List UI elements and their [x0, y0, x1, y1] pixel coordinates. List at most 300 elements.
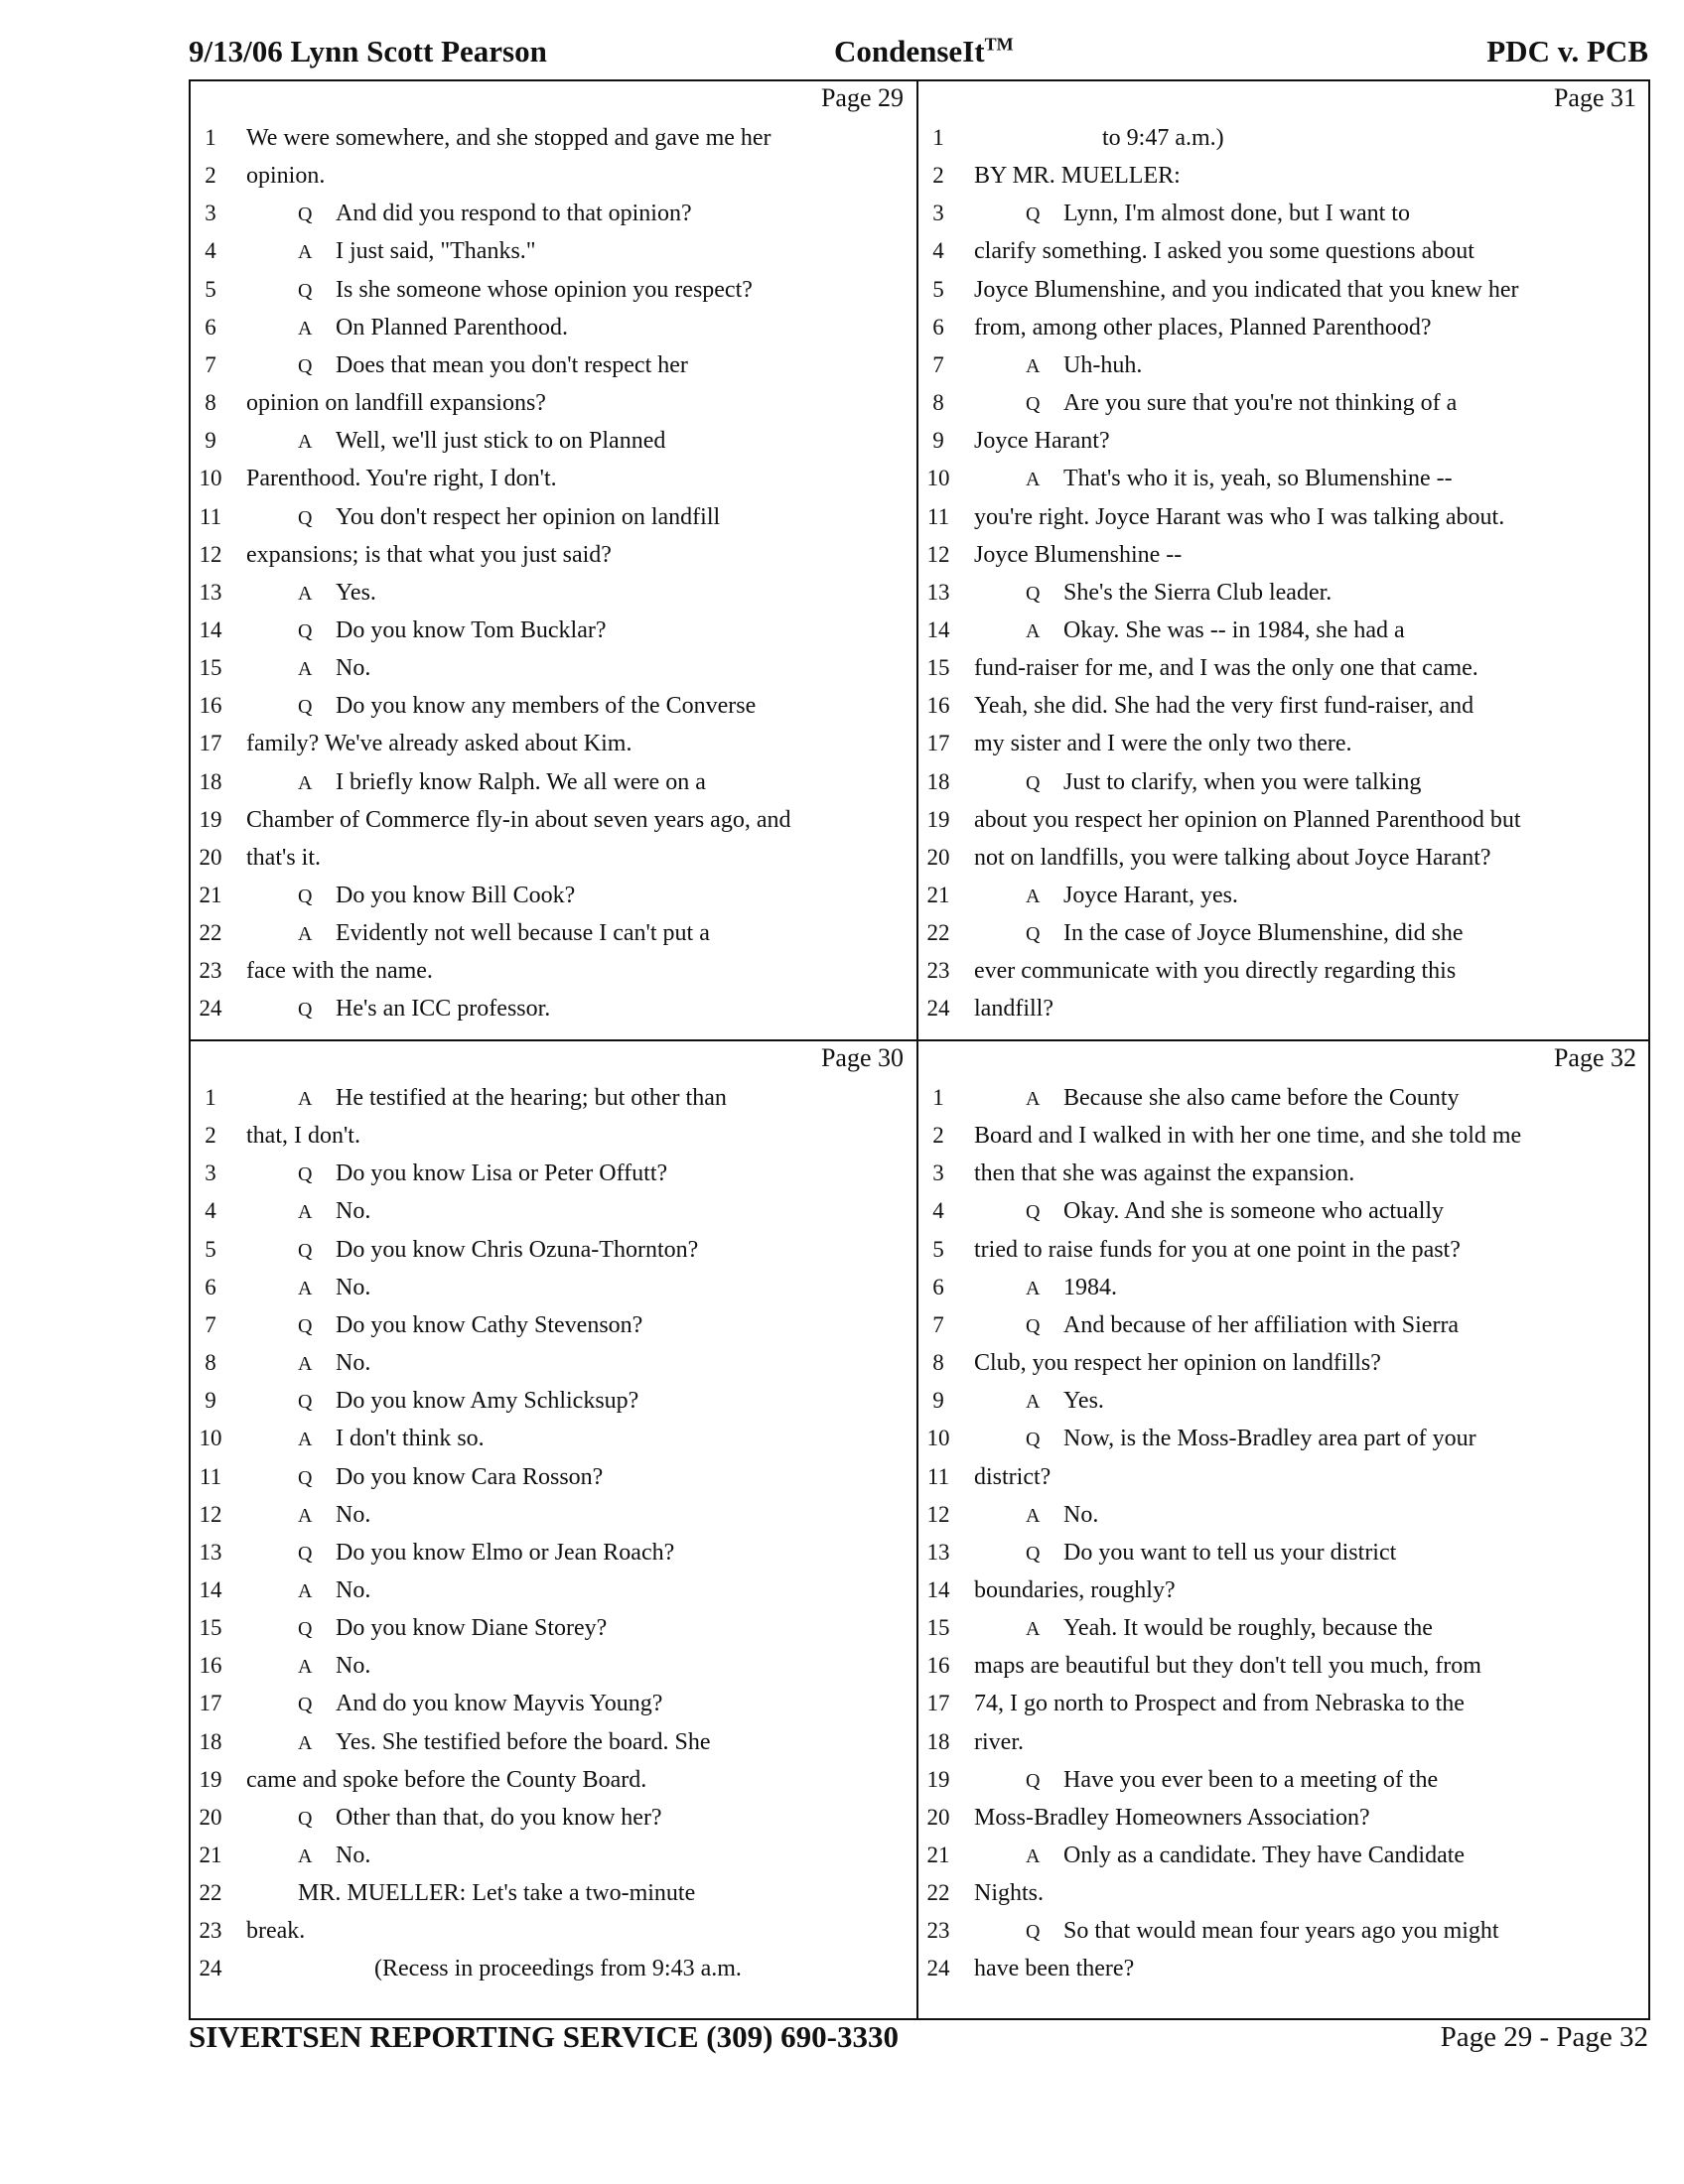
transcript-line — [191, 271, 915, 309]
transcript-line — [918, 1458, 1648, 1496]
line-number: 6 — [932, 1274, 944, 1299]
line-text: She's the Sierra Club leader. — [1063, 579, 1333, 606]
transcript-text — [246, 801, 790, 839]
transcript-text — [1026, 574, 1332, 613]
panel-page-number: Page 30 — [820, 1043, 904, 1072]
transcript-text — [1026, 1912, 1499, 1951]
question-marker: Q — [298, 1807, 313, 1830]
transcript-line — [918, 1571, 1648, 1609]
line-text: opinion. — [246, 163, 326, 190]
question-marker: Q — [298, 619, 313, 642]
transcript-text — [298, 1079, 727, 1118]
transcript-line — [191, 498, 915, 536]
transcript-line — [191, 1231, 915, 1269]
answer-marker: A — [298, 1088, 313, 1110]
line-text: Are you sure that you're not thinking of a — [1063, 390, 1458, 417]
line-text: 1984. — [1063, 1274, 1117, 1300]
line-number: 20 — [926, 1804, 950, 1830]
transcript-text — [974, 1155, 1354, 1192]
transcript-line — [191, 1306, 915, 1344]
transcript-text — [298, 574, 376, 613]
line-number: 8 — [932, 390, 944, 416]
transcript-line — [918, 1837, 1648, 1874]
transcript-text — [298, 877, 575, 915]
transcript-panel-page-32 — [918, 1041, 1648, 2018]
transcript-text — [298, 1420, 485, 1458]
transcript-text — [974, 649, 1478, 687]
line-number: 12 — [199, 541, 222, 567]
line-text: from, among other places, Planned Parenthood? — [974, 314, 1432, 341]
transcript-text — [974, 725, 1352, 762]
line-number: 24 — [926, 996, 950, 1022]
transcript-text — [974, 536, 1182, 574]
transcript-line — [918, 1382, 1648, 1420]
line-number: 22 — [926, 920, 950, 946]
transcript-line — [191, 536, 915, 574]
transcript-line — [918, 1609, 1648, 1647]
transcript-text — [1026, 460, 1453, 498]
transcript-text — [298, 763, 706, 802]
answer-marker: A — [298, 1656, 313, 1679]
line-text: Do you know Cathy Stevenson? — [336, 1311, 643, 1338]
transcript-text — [298, 1458, 603, 1497]
line-text: Is she someone whose opinion you respect? — [336, 276, 753, 303]
line-number: 5 — [205, 1236, 216, 1262]
line-number: 13 — [199, 1539, 222, 1565]
line-text: In the case of Joyce Blumenshine, did she — [1063, 920, 1464, 947]
transcript-line — [918, 1761, 1648, 1799]
line-number: 14 — [199, 616, 222, 642]
transcript-line — [918, 801, 1648, 839]
line-number: 11 — [199, 1463, 222, 1489]
line-number: 15 — [926, 1615, 950, 1641]
transcript-text — [298, 1799, 662, 1838]
line-text: I just said, "Thanks." — [336, 238, 536, 265]
line-number: 20 — [199, 844, 222, 870]
transcript-text — [298, 1231, 698, 1270]
transcript-text — [298, 1874, 695, 1912]
line-text: Chamber of Commerce fly-in about seven years ago, and — [246, 806, 791, 833]
line-text: Yes. — [1063, 1388, 1104, 1415]
line-text: Do you know Cara Rosson? — [336, 1463, 604, 1490]
line-number: 16 — [926, 1653, 950, 1679]
transcript-line — [191, 1534, 915, 1571]
line-text: to 9:47 a.m.) — [1102, 125, 1224, 151]
question-marker: Q — [1026, 1921, 1041, 1944]
transcript-line — [918, 687, 1648, 725]
transcript-text — [974, 1647, 1481, 1685]
transcript-text — [1026, 1420, 1476, 1458]
line-text: that, I don't. — [246, 1123, 360, 1150]
line-number: 11 — [926, 503, 950, 529]
transcript-line — [918, 1079, 1648, 1117]
line-number: 21 — [199, 1843, 222, 1867]
transcript-line — [918, 1231, 1648, 1269]
transcript-line — [918, 271, 1648, 309]
line-text: No. — [336, 1350, 371, 1377]
line-number: 18 — [926, 768, 950, 794]
question-marker: Q — [1026, 204, 1041, 226]
transcript-text — [974, 157, 1181, 195]
line-number: 11 — [926, 1463, 950, 1489]
line-text: Joyce Harant, yes. — [1063, 883, 1238, 908]
transcript-text — [298, 309, 568, 347]
line-number: 17 — [926, 731, 950, 756]
transcript-text — [974, 1344, 1381, 1382]
transcript-line — [191, 1837, 915, 1874]
transcript-text — [1026, 877, 1238, 915]
question-marker: Q — [1026, 1314, 1041, 1337]
line-number: 9 — [932, 1388, 944, 1414]
transcript-line — [191, 839, 915, 877]
line-number: 5 — [932, 276, 944, 302]
transcript-line — [191, 384, 915, 422]
line-number: 19 — [199, 806, 222, 832]
line-number: 3 — [205, 1160, 216, 1186]
transcript-text — [298, 1685, 662, 1723]
transcript-line — [918, 1799, 1648, 1837]
answer-marker: A — [1026, 1391, 1041, 1414]
line-text: Okay. And she is someone who actually — [1063, 1198, 1445, 1225]
transcript-text — [246, 839, 321, 877]
line-text: He testified at the hearing; but other than — [336, 1085, 727, 1111]
line-number: 4 — [932, 238, 944, 264]
line-number: 17 — [926, 1691, 950, 1716]
transcript-text — [974, 1799, 1370, 1837]
answer-marker: A — [298, 317, 313, 340]
transcript-text — [974, 952, 1456, 990]
line-text: break. — [246, 1918, 306, 1945]
transcript-line — [918, 1117, 1648, 1155]
transcript-line — [918, 1306, 1648, 1344]
line-text: Do you know Diane Storey? — [336, 1615, 608, 1642]
transcript-text — [298, 1837, 370, 1875]
transcript-line — [191, 612, 915, 649]
header-format-name: CondenseIt — [834, 34, 985, 68]
transcript-line — [191, 1458, 915, 1496]
transcript-line — [191, 232, 915, 270]
line-text: Only as a candidate. They have Candidate — [1063, 1843, 1466, 1868]
answer-marker: A — [298, 658, 313, 681]
line-text: Yes. She testified before the board. She — [336, 1728, 711, 1755]
question-marker: Q — [1026, 923, 1041, 946]
transcript-text — [974, 1571, 1176, 1609]
line-number: 10 — [926, 1426, 950, 1451]
transcript-line — [918, 725, 1648, 762]
line-number: 12 — [199, 1501, 222, 1527]
line-text: No. — [336, 1576, 371, 1603]
line-number: 19 — [199, 1766, 222, 1792]
line-number: 23 — [199, 958, 222, 984]
line-text: Do you know Bill Cook? — [336, 883, 576, 908]
line-text: have been there? — [974, 1956, 1135, 1982]
line-text: about you respect her opinion on Planned Parenthood but — [974, 806, 1521, 833]
line-number: 14 — [926, 616, 950, 642]
line-number: 20 — [926, 844, 950, 870]
transcript-text — [298, 1155, 667, 1193]
line-number: 17 — [199, 1691, 222, 1716]
line-text: Uh-huh. — [1063, 351, 1143, 378]
transcript-text — [298, 498, 720, 537]
transcript-text — [298, 687, 756, 726]
transcript-text — [974, 1117, 1521, 1155]
transcript-text — [1026, 1496, 1098, 1535]
transcript-line — [191, 1269, 915, 1306]
answer-marker: A — [1026, 1088, 1041, 1110]
transcript-line — [191, 157, 915, 195]
line-number: 6 — [205, 314, 216, 340]
line-number: 7 — [932, 351, 944, 377]
transcript-line — [918, 1874, 1648, 1912]
footer-page-range: Page 29 - Page 32 — [1440, 2021, 1648, 2053]
line-number: 8 — [932, 1350, 944, 1376]
answer-marker: A — [1026, 1277, 1041, 1299]
transcript-text — [298, 1723, 710, 1762]
line-number: 2 — [205, 1123, 216, 1149]
question-marker: Q — [298, 1163, 313, 1186]
transcript-line — [918, 1723, 1648, 1761]
transcript-line — [191, 1723, 915, 1761]
transcript-text — [298, 1306, 642, 1345]
transcript-text — [298, 271, 753, 310]
question-marker: Q — [298, 1314, 313, 1337]
transcript-text — [974, 1231, 1461, 1269]
line-number: 4 — [932, 1198, 944, 1224]
line-text: Do you want to tell us your district — [1063, 1539, 1397, 1566]
line-number: 12 — [926, 1501, 950, 1527]
transcript-text — [298, 1609, 607, 1648]
transcript-line — [191, 422, 915, 460]
transcript-text — [1026, 195, 1410, 233]
line-text: Do you know Chris Ozuna-Thornton? — [336, 1236, 699, 1263]
line-number: 8 — [205, 1350, 216, 1376]
line-number: 10 — [199, 466, 222, 491]
line-text: Have you ever been to a meeting of the — [1063, 1766, 1439, 1793]
transcript-line — [918, 460, 1648, 497]
line-text: tried to raise funds for you at one point in the past? — [974, 1236, 1461, 1263]
answer-marker: A — [298, 1353, 313, 1376]
transcript-line — [191, 1079, 915, 1117]
line-text: No. — [336, 1653, 371, 1680]
transcript-text — [298, 1382, 638, 1421]
answer-marker: A — [1026, 1618, 1041, 1641]
header-case-name: PDC v. PCB — [1486, 34, 1648, 68]
question-marker: Q — [298, 506, 313, 529]
line-text: No. — [1063, 1501, 1099, 1528]
line-text: Because she also came before the County — [1063, 1085, 1460, 1111]
line-text: expansions; is that what you just said? — [246, 541, 612, 568]
line-text: Moss-Bradley Homeowners Association? — [974, 1804, 1370, 1831]
line-number: 6 — [205, 1274, 216, 1299]
transcript-line — [918, 119, 1648, 157]
line-number: 10 — [199, 1426, 222, 1451]
transcript-text — [974, 839, 1491, 877]
transcript-text — [974, 271, 1519, 309]
line-text: 74, I go north to Prospect and from Nebraska to the — [974, 1691, 1465, 1717]
transcript-line — [191, 460, 915, 497]
line-text: came and spoke before the County Board. — [246, 1766, 647, 1793]
line-number: 24 — [926, 1956, 950, 1981]
transcript-line — [918, 1269, 1648, 1306]
transcript-text — [298, 612, 607, 650]
answer-marker: A — [298, 1579, 313, 1602]
line-number: 1 — [932, 1085, 944, 1110]
transcript-text — [246, 1912, 305, 1950]
answer-marker: A — [1026, 469, 1041, 491]
line-text: Yeah, she did. She had the very first fund-raiser, and — [974, 693, 1474, 720]
line-text: Do you know Tom Bucklar? — [336, 616, 607, 643]
transcript-text — [1026, 1382, 1104, 1421]
line-number: 12 — [926, 541, 950, 567]
line-text: family? We've already asked about Kim. — [246, 731, 632, 757]
answer-marker: A — [298, 1731, 313, 1754]
line-text: No. — [336, 1198, 371, 1225]
transcript-line — [918, 536, 1648, 574]
line-number: 23 — [926, 958, 950, 984]
line-number: 22 — [199, 1880, 222, 1906]
line-text: Club, you respect her opinion on landfills? — [974, 1350, 1381, 1377]
line-number: 3 — [205, 201, 216, 226]
line-number: 8 — [205, 390, 216, 416]
line-number: 14 — [199, 1576, 222, 1602]
transcript-text — [1026, 1306, 1459, 1345]
line-number: 1 — [932, 125, 944, 150]
transcript-line — [918, 1420, 1648, 1457]
line-number: 4 — [205, 238, 216, 264]
question-marker: Q — [298, 204, 313, 226]
transcript-line — [191, 877, 915, 914]
transcript-line — [191, 119, 915, 157]
transcript-text — [298, 1344, 370, 1383]
line-text: Well, we'll just stick to on Planned — [336, 428, 666, 455]
line-number: 19 — [926, 1766, 950, 1792]
question-marker: Q — [298, 354, 313, 377]
transcript-text — [246, 952, 433, 990]
transcript-line — [191, 1571, 915, 1609]
transcript-text — [1026, 1079, 1460, 1118]
line-text: maps are beautiful but they don't tell you much, from — [974, 1653, 1481, 1680]
line-text: Yeah. It would be roughly, because the — [1063, 1615, 1433, 1642]
transcript-text — [298, 649, 370, 688]
answer-marker: A — [298, 1429, 313, 1451]
line-text: Does that mean you don't respect her — [336, 351, 688, 378]
line-text: I briefly know Ralph. We all were on a — [336, 768, 706, 795]
transcript-text — [974, 498, 1504, 536]
transcript-line — [191, 1382, 915, 1420]
transcript-text — [1026, 1269, 1117, 1307]
transcript-text — [974, 687, 1474, 725]
transcript-text — [298, 195, 692, 233]
transcript-line — [918, 1155, 1648, 1192]
transcript-text — [298, 1192, 370, 1231]
line-text: That's who it is, yeah, so Blumenshine -- — [1063, 466, 1453, 492]
line-number: 16 — [199, 1653, 222, 1679]
line-number: 18 — [199, 1728, 222, 1754]
line-number: 22 — [926, 1880, 950, 1906]
transcript-text — [246, 384, 546, 422]
transcript-text — [1026, 1534, 1396, 1572]
line-text: Lynn, I'm almost done, but I want to — [1063, 201, 1410, 227]
question-marker: Q — [298, 1618, 313, 1641]
question-marker: Q — [298, 886, 313, 907]
answer-marker: A — [298, 431, 313, 454]
line-text: No. — [336, 1843, 371, 1868]
question-marker: Q — [1026, 1429, 1041, 1451]
transcript-text — [974, 422, 1110, 460]
transcript-line — [918, 422, 1648, 460]
transcript-text — [298, 914, 710, 953]
transcript-text — [1026, 763, 1421, 802]
line-number: 22 — [199, 920, 222, 946]
transcript-text — [1026, 1192, 1444, 1231]
line-number: 16 — [199, 693, 222, 719]
transcript-text — [1026, 1837, 1465, 1875]
transcript-line — [191, 952, 915, 990]
transcript-line — [191, 763, 915, 801]
transcript-text — [974, 1874, 1044, 1912]
question-marker: Q — [298, 1391, 313, 1414]
transcript-line — [191, 1799, 915, 1837]
line-text: Joyce Harant? — [974, 428, 1110, 455]
transcript-line — [918, 574, 1648, 612]
transcript-line — [191, 574, 915, 612]
line-number: 3 — [932, 1160, 944, 1186]
transcript-line — [918, 1647, 1648, 1685]
line-number: 17 — [199, 731, 222, 756]
line-number: 1 — [205, 1085, 216, 1110]
line-number: 15 — [199, 655, 222, 681]
answer-marker: A — [298, 771, 313, 794]
line-text: that's it. — [246, 844, 321, 871]
transcript-panel-page-29 — [191, 81, 915, 1037]
transcript-line — [918, 990, 1648, 1027]
line-number: 9 — [205, 428, 216, 454]
transcript-text — [246, 460, 557, 497]
line-text: not on landfills, you were talking about Joyce Harant? — [974, 844, 1491, 871]
answer-marker: A — [298, 241, 313, 264]
transcript-line — [918, 309, 1648, 346]
answer-marker: A — [1026, 1504, 1041, 1527]
transcript-text — [298, 990, 550, 1028]
transcript-text — [974, 1458, 1051, 1496]
question-marker: Q — [298, 1542, 313, 1565]
transcript-line — [191, 1950, 915, 1987]
transcript-text — [298, 1571, 370, 1610]
line-text: You don't respect her opinion on landfill — [336, 503, 721, 530]
line-text: river. — [974, 1728, 1024, 1755]
line-text: ever communicate with you directly regarding this — [974, 958, 1457, 985]
line-number: 21 — [199, 883, 222, 907]
answer-marker: A — [1026, 886, 1041, 907]
transcript-text — [974, 1723, 1024, 1761]
transcript-text — [246, 1761, 646, 1799]
transcript-line — [191, 649, 915, 687]
line-text: then that she was against the expansion. — [974, 1160, 1355, 1187]
line-number: 21 — [926, 883, 950, 907]
line-text: Yes. — [336, 579, 376, 606]
transcript-panel-page-30 — [191, 1041, 915, 2018]
line-text: BY MR. MUELLER: — [974, 163, 1181, 190]
line-text: Parenthood. You're right, I don't. — [246, 466, 557, 492]
line-number: 23 — [926, 1918, 950, 1944]
transcript-line — [918, 498, 1648, 536]
answer-marker: A — [298, 1504, 313, 1527]
line-text: Do you know Amy Schlicksup? — [336, 1388, 639, 1415]
transcript-text — [974, 1685, 1465, 1722]
line-text: Do you know Lisa or Peter Offutt? — [336, 1160, 668, 1187]
answer-marker: A — [298, 582, 313, 605]
question-marker: Q — [298, 279, 313, 302]
